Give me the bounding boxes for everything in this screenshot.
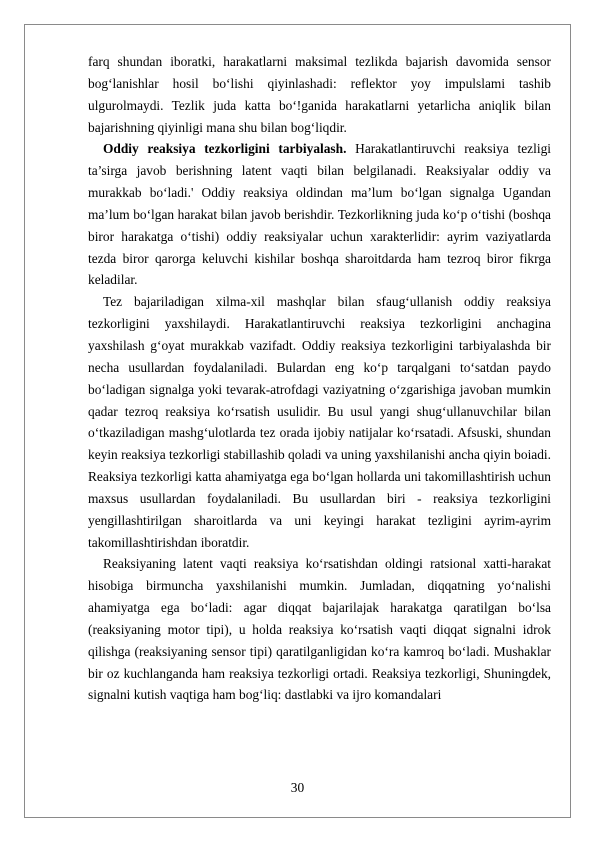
paragraph-4 — [88, 553, 551, 706]
paragraph-3 — [88, 291, 551, 553]
paragraph-3-text: Tez bajariladigan xilma-xil mashqlar bilan sfaug‘ullanish oddiy reaksiya tezkorligini yaxshilaydi. Harakatlantiruvchi reaksiya tezkorligini anchagina yaxshilash g‘oyat murakkab vazifadt. Oddiy reaksiya tezkorligini tarbiyalashda bir necha usullardan foydalaniladi. Bulardan eng ko‘p tarqalgani to‘satdan paydo bo‘ladigan signalga yoki tevarak-atrofdagi vaziyatning o‘zgarishiga javoban mumkin qadar tezroq reaksiya ko‘rsatish usulidir. Bu usul yangi shug‘ullanuvchilar bilan o‘tkaziladigan mashg‘ulotlarda tez orada ijobiy natijalar ko‘rsatadi. Afsuski, shundan keyin reaksiya tezkorligi stabillashib qoladi va uning yaxshilanishi ancha qiyin boiadi. Reaksiya tezkorligi katta ahamiyatga ega bo‘lgan hollarda uni takomillashtirish uchun maxsus usullardan foydalaniladi. Bu usullardan biri - reaksiya tezkorligini yengillashtirilgan sharoitlarda va uni keyingi harakat tezligini ayrim-ayrim takomillashtirishdan iboratdir. — [88, 294, 551, 550]
paragraph-2-text: Harakatlantiruvchi reaksiya tezligi ta’sirga javob berishning latent vaqti bilan belgilanadi. Reaksiyalar oddiy va murakkab bo‘ladi.' Oddiy reaksiya oldindan ma’lum bo‘lgan signalga Ugandan ma’lum bo‘lgan harakat bilan javob berishdir. Tezkorlikning juda ko‘p o‘tishi (boshqa biror harakatga o‘tishi) oddiy reaksiyalar uchun xarakterlidir: ayrim vaziyatlarda tezda biror qarorga keluvchi kishilar boshqa sharoitdarda ham tezroq biror fikrga keladilar. — [88, 141, 551, 288]
paragraph-2-heading: Oddiy reaksiya tezkorligini tarbiyalash. — [103, 141, 347, 157]
paragraph-1 — [88, 51, 551, 138]
page-number: 30 — [290, 780, 305, 795]
paragraph-4-text: Reaksiyaning latent vaqti reaksiya ko‘rsatishdan oldingi ratsional xatti-harakat hisobiga birmuncha yaxshilanishi mumkin. Jumladan, diqqatning yo‘nalishi ahamiyatga ega bo‘ladi: agar diqqat bajarilajak harakatga qaratilgan bo‘lsa (reaksiyaning motor tipi), u holda reaksiya ko‘rsatish vaqti diqqat signalni idrok qilishga (reaksiyaning sensor tipi) qaratilganligidan ko‘ra kamroq bo‘ladi. Mushaklar bir oz kuchlanganda ham reaksiya tezkorligi ortadi. Reaksiya tezkorligi, Shuningdek, signalni kutish vaqtiga ham bog‘liq: dastlabki va ijro komandalari — [88, 556, 551, 703]
paragraph-2 — [88, 138, 551, 291]
document-body — [88, 51, 551, 706]
paragraph-1-text: farq shundan iboratki, harakatlarni maksimal tezlikda bajarish davomida sensor bog‘lanishlar hosil bo‘lishi qiyinlashadi: reflektor yoy impulslami tashib ulgurolmaydi. Tezlik juda katta bo‘!ganida harakatlarni yetarlicha aniqlik bilan bajarishning qiyinligi mana shu bilan bog‘liqdir. — [88, 54, 551, 135]
